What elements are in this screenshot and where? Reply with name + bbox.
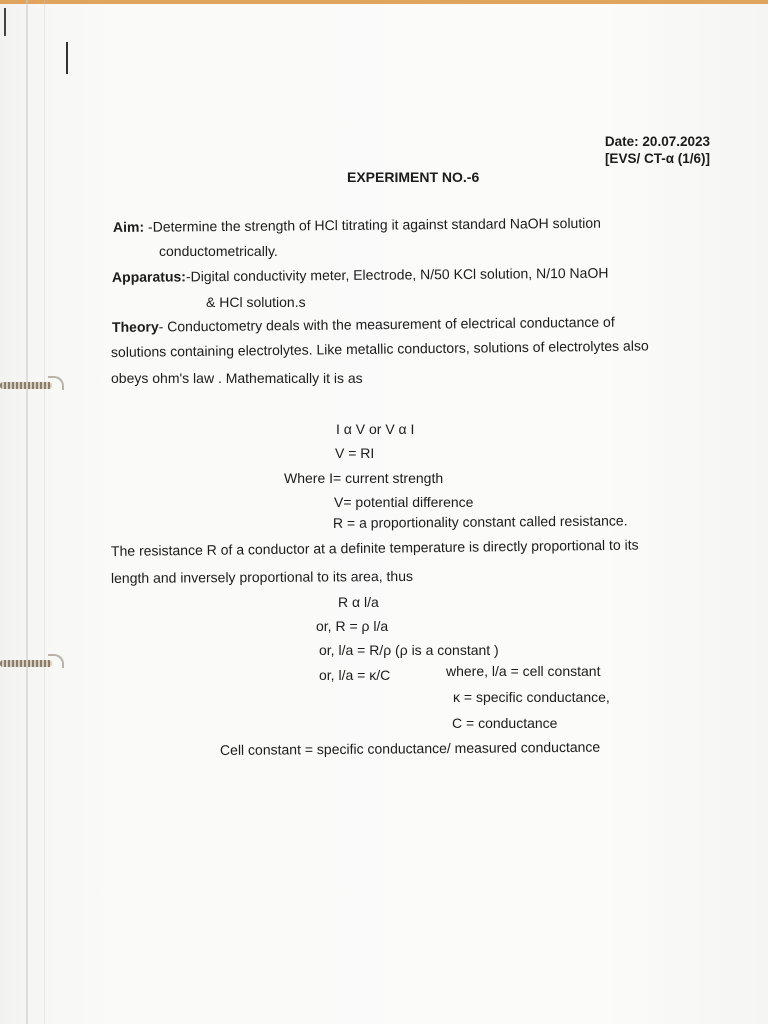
definition-voltage: V= potential difference — [334, 494, 474, 510]
binding-fold-line-secondary — [44, 0, 45, 1024]
aim-line-1 — [113, 214, 601, 236]
formula-la-kappa-c: or, l/a = κ/C — [319, 667, 391, 683]
theory-line-3: obeys ohm's law . Mathematically it is as — [111, 370, 363, 386]
cell-constant-formula: Cell constant = specific conductance/ measured conductance — [219, 738, 601, 758]
formula-r-proportional: R α l/a — [338, 594, 379, 610]
binder-spring-bottom — [0, 660, 52, 667]
binder-spring-top — [0, 382, 52, 389]
resistance-line-1: The resistance R of a conductor at a definite temperature is directly proportional to its — [110, 536, 639, 559]
definition-resistance: R = a proportionality constant called resistance. — [332, 512, 628, 531]
definition-specific-conductance: κ = specific conductance, — [453, 689, 610, 705]
margin-pen-mark — [66, 42, 68, 74]
aim-text: -Determine the strength of HCl titrating it against standard NaOH solution — [147, 214, 601, 235]
definition-cell-constant: where, l/a = cell constant — [446, 663, 601, 679]
theory-text: - Conductometry deals with the measurement of electrical conductance of — [158, 313, 615, 335]
binding-fold-line — [26, 0, 28, 1024]
aim-label: Aim: — [112, 218, 149, 235]
definition-current: Where I= current strength — [284, 470, 444, 486]
page-top-edge — [0, 0, 768, 4]
apparatus-text: -Digital conductivity meter, Electrode, N/50 KCl solution, N/10 NaOH — [185, 264, 609, 285]
date-line: Date: 20.07.2023 — [604, 134, 710, 149]
ohms-law-equation: V = RI — [335, 445, 375, 461]
theory-line-2: solutions containing electrolytes. Like metallic conductors, solutions of electrolytes also — [110, 337, 649, 360]
document-code: [EVS/ CT-α (1/6)] — [604, 151, 710, 166]
theory-line-1 — [112, 313, 615, 336]
apparatus-line-2: & HCl solution.s — [206, 294, 306, 310]
binder-hook-top — [48, 376, 64, 390]
edge-pen-mark — [4, 8, 6, 36]
theory-label: Theory — [111, 318, 159, 335]
resistance-line-2: length and inversely proportional to its area, thus — [110, 567, 414, 586]
formula-la-r-rho: or, l/a = R/ρ (ρ is a constant ) — [319, 642, 499, 658]
binder-hook-bottom — [48, 654, 64, 668]
formula-r-equals: or, R = ρ l/a — [316, 618, 389, 634]
definition-conductance: C = conductance — [452, 715, 558, 731]
ohms-law-proportionality: I α V or V α I — [336, 421, 415, 437]
apparatus-line-1 — [112, 264, 609, 286]
experiment-title: EXPERIMENT NO.-6 — [347, 169, 480, 185]
aim-line-2: conductometrically. — [159, 243, 278, 259]
apparatus-label: Apparatus: — [111, 268, 186, 285]
